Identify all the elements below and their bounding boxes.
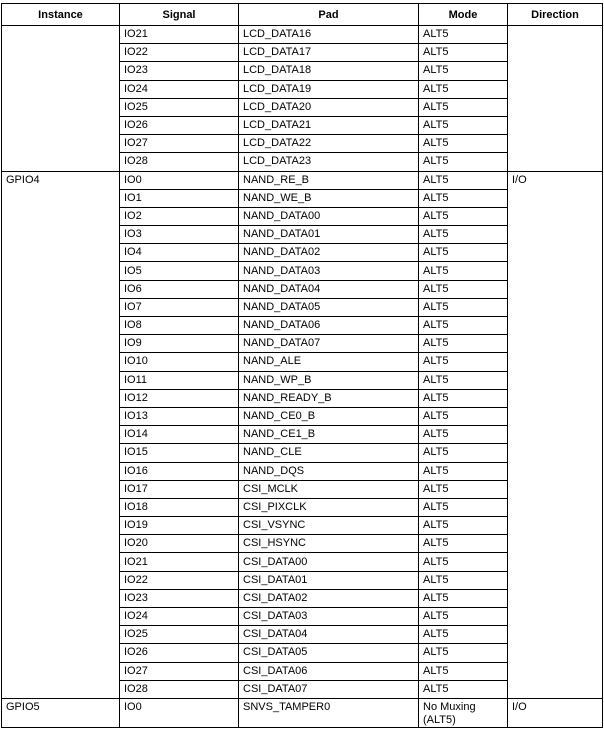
cell-mode: ALT5 [419,298,508,316]
cell-signal: IO20 [120,535,239,553]
cell-signal: IO1 [120,189,239,207]
cell-mode: ALT5 [419,407,508,425]
header-mode: Mode [419,4,508,26]
cell-pad: LCD_DATA18 [239,62,419,80]
cell-instance [2,26,120,172]
cell-signal: IO25 [120,626,239,644]
cell-signal: IO24 [120,80,239,98]
cell-direction: I/O [508,171,603,698]
table-header-row [2,4,603,26]
cell-signal: IO15 [120,444,239,462]
cell-mode: ALT5 [419,553,508,571]
cell-signal: IO17 [120,480,239,498]
cell-mode: ALT5 [419,389,508,407]
cell-signal: IO28 [120,153,239,171]
cell-signal: IO10 [120,353,239,371]
cell-pad: NAND_DQS [239,462,419,480]
gpio-pin-mux-table [1,3,603,728]
cell-mode: No Muxing (ALT5) [419,698,508,727]
cell-signal: IO3 [120,226,239,244]
cell-signal: IO21 [120,553,239,571]
cell-mode: ALT5 [419,207,508,225]
cell-pad: CSI_DATA05 [239,644,419,662]
cell-mode: ALT5 [419,244,508,262]
cell-pad: LCD_DATA19 [239,80,419,98]
header-signal: Signal [120,4,239,26]
cell-mode: ALT5 [419,589,508,607]
cell-pad: NAND_CLE [239,444,419,462]
cell-mode: ALT5 [419,353,508,371]
cell-pad: LCD_DATA23 [239,153,419,171]
cell-signal: IO0 [120,698,239,727]
cell-mode: ALT5 [419,626,508,644]
cell-mode: ALT5 [419,371,508,389]
cell-pad: CSI_DATA01 [239,571,419,589]
cell-mode: ALT5 [419,153,508,171]
cell-signal: IO26 [120,116,239,134]
cell-signal: IO9 [120,335,239,353]
cell-pad: NAND_READY_B [239,389,419,407]
table-row [2,171,603,189]
cell-mode: ALT5 [419,280,508,298]
cell-pad: NAND_RE_B [239,171,419,189]
cell-signal: IO7 [120,298,239,316]
cell-direction [508,26,603,172]
cell-pad: SNVS_TAMPER0 [239,698,419,727]
cell-pad: CSI_DATA02 [239,589,419,607]
cell-pad: LCD_DATA16 [239,26,419,44]
cell-signal: IO11 [120,371,239,389]
cell-pad: NAND_DATA00 [239,207,419,225]
header-instance: Instance [2,4,120,26]
cell-pad: CSI_VSYNC [239,517,419,535]
cell-signal: IO22 [120,44,239,62]
cell-signal: IO18 [120,498,239,516]
table-body [2,26,603,728]
cell-signal: IO2 [120,207,239,225]
cell-signal: IO19 [120,517,239,535]
cell-signal: IO0 [120,171,239,189]
cell-mode: ALT5 [419,116,508,134]
cell-signal: IO27 [120,135,239,153]
cell-signal: IO5 [120,262,239,280]
cell-mode: ALT5 [419,480,508,498]
cell-signal: IO13 [120,407,239,425]
cell-pad: NAND_DATA01 [239,226,419,244]
cell-signal: IO14 [120,426,239,444]
table-row [2,698,603,727]
cell-signal: IO8 [120,317,239,335]
cell-mode: ALT5 [419,189,508,207]
cell-pad: CSI_HSYNC [239,535,419,553]
cell-pad: CSI_DATA06 [239,662,419,680]
cell-mode: ALT5 [419,62,508,80]
cell-pad: CSI_DATA07 [239,680,419,698]
cell-mode: ALT5 [419,535,508,553]
cell-pad: CSI_PIXCLK [239,498,419,516]
cell-pad: NAND_DATA03 [239,262,419,280]
cell-mode: ALT5 [419,80,508,98]
cell-mode: ALT5 [419,462,508,480]
cell-instance: GPIO5 [2,698,120,727]
cell-signal: IO12 [120,389,239,407]
cell-mode: ALT5 [419,226,508,244]
cell-pad: NAND_CE0_B [239,407,419,425]
cell-pad: NAND_DATA07 [239,335,419,353]
cell-signal: IO24 [120,608,239,626]
cell-signal: IO28 [120,680,239,698]
cell-signal: IO4 [120,244,239,262]
cell-pad: NAND_DATA06 [239,317,419,335]
cell-pad: NAND_CE1_B [239,426,419,444]
cell-mode: ALT5 [419,444,508,462]
cell-pad: LCD_DATA20 [239,98,419,116]
cell-mode: ALT5 [419,608,508,626]
cell-signal: IO23 [120,589,239,607]
cell-pad: NAND_DATA02 [239,244,419,262]
cell-signal: IO23 [120,62,239,80]
cell-pad: CSI_DATA04 [239,626,419,644]
cell-pad: CSI_MCLK [239,480,419,498]
cell-mode: ALT5 [419,317,508,335]
cell-pad: NAND_WP_B [239,371,419,389]
cell-mode: ALT5 [419,426,508,444]
cell-mode: ALT5 [419,662,508,680]
cell-instance: GPIO4 [2,171,120,698]
cell-signal: IO21 [120,26,239,44]
cell-pad: NAND_DATA05 [239,298,419,316]
cell-direction: I/O [508,698,603,727]
cell-signal: IO25 [120,98,239,116]
cell-mode: ALT5 [419,498,508,516]
cell-mode: ALT5 [419,135,508,153]
cell-mode: ALT5 [419,26,508,44]
cell-mode: ALT5 [419,335,508,353]
table-row [2,26,603,44]
cell-pad: NAND_WE_B [239,189,419,207]
cell-signal: IO26 [120,644,239,662]
pin-mux-document [1,3,602,728]
cell-mode: ALT5 [419,571,508,589]
cell-pad: LCD_DATA17 [239,44,419,62]
cell-mode: ALT5 [419,171,508,189]
cell-mode: ALT5 [419,98,508,116]
cell-pad: NAND_ALE [239,353,419,371]
cell-pad: CSI_DATA03 [239,608,419,626]
cell-mode: ALT5 [419,644,508,662]
cell-mode: ALT5 [419,517,508,535]
cell-signal: IO6 [120,280,239,298]
cell-mode: ALT5 [419,680,508,698]
header-pad: Pad [239,4,419,26]
header-direction: Direction [508,4,603,26]
cell-pad: NAND_DATA04 [239,280,419,298]
cell-signal: IO16 [120,462,239,480]
cell-mode: ALT5 [419,262,508,280]
cell-pad: LCD_DATA21 [239,116,419,134]
cell-signal: IO27 [120,662,239,680]
cell-mode: ALT5 [419,44,508,62]
cell-signal: IO22 [120,571,239,589]
cell-pad: CSI_DATA00 [239,553,419,571]
cell-pad: LCD_DATA22 [239,135,419,153]
